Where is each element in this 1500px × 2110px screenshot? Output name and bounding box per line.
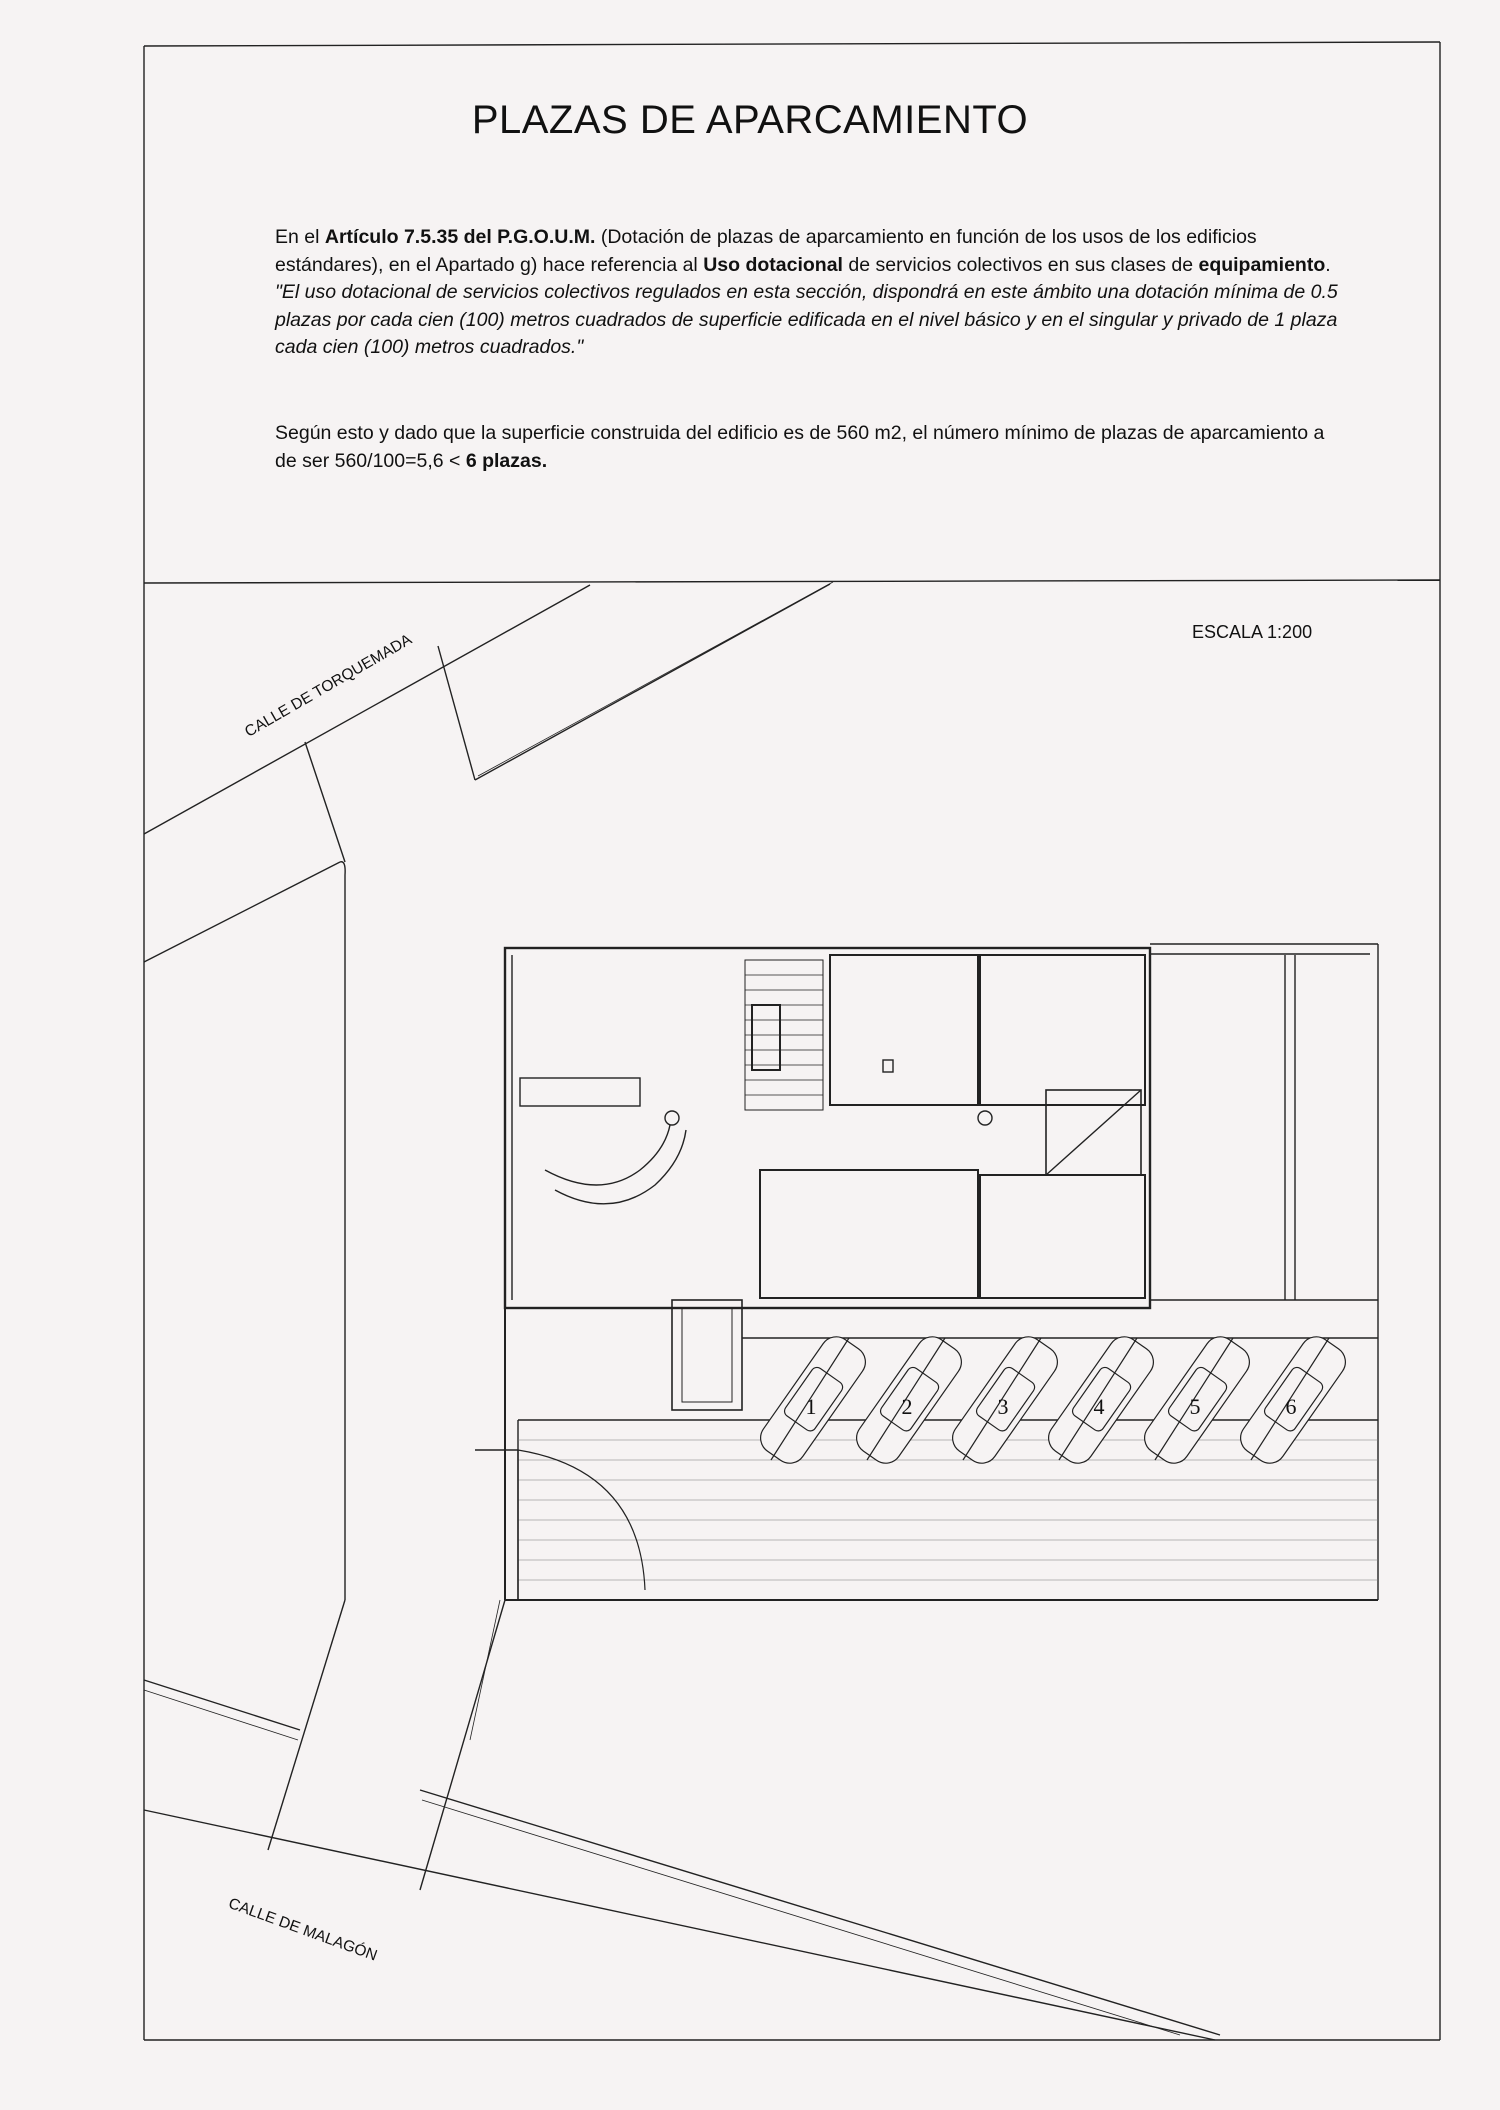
scale-label: ESCALA 1:200: [1192, 622, 1313, 642]
paving-grid: [518, 1440, 1378, 1580]
counter-curve: [555, 1130, 686, 1204]
intro-text: de servicios colectivos en sus clases de: [842, 253, 1199, 276]
street-line: [478, 582, 833, 776]
parking-space-number: 2: [901, 1394, 913, 1419]
street-line: [422, 1800, 1180, 2035]
conclusion-text: Según esto y dado que la superficie construida del edificio es de 560 m2, el número mínimo de plazas de aparcamiento a de ser 560/100=5,6 <: [275, 422, 1325, 472]
entrance-shaft-inner: [682, 1308, 732, 1402]
conclusion-paragraph: [275, 420, 1345, 475]
street-line: [144, 1680, 300, 1730]
frame-top-line: [144, 42, 1440, 46]
text-plan-divider: [144, 580, 1440, 583]
street-line: [420, 1790, 1220, 2035]
column: [978, 1111, 992, 1125]
street-line: [144, 1690, 298, 1740]
use-type: Uso dotacional: [703, 253, 843, 276]
building-outline: [505, 948, 1150, 1308]
intro-text: En el: [275, 226, 325, 248]
parking-space-number: 5: [1189, 1394, 1201, 1419]
street-line: [268, 1600, 345, 1850]
parking-space-number: 3: [997, 1394, 1009, 1419]
regulation-quote: "El uso dotacional de servicios colectivos regulados en esta sección, dispondrá en este ámbito una dotación mínima de 0.5 plazas por cada cien (100) metros cuadrados de superficie edificada en el nivel básico y en el singular y privado de 1 plaza cada cien (100) metros cuadrados.": [275, 281, 1338, 358]
article-reference: Artículo 7.5.35 del P.G.O.U.M.: [324, 226, 596, 248]
street-label-bottom: CALLE DE MALAGÓN: [226, 1895, 380, 1965]
counter-curve: [545, 1125, 670, 1185]
intro-text: (Dotación de plazas de aparcamiento en función de los usos de los edificios estándares), en el Apartado g) hace referencia al: [275, 226, 1257, 276]
street-line: [475, 584, 830, 780]
counter: [520, 1078, 640, 1106]
street-label-top: CALLE DE TORQUEMADA: [242, 631, 415, 741]
street-curb: [340, 862, 345, 1220]
wall: [1046, 1090, 1141, 1175]
parking-space-number: 6: [1285, 1394, 1297, 1419]
street-line: [470, 1600, 500, 1740]
street-line: [438, 646, 475, 780]
room: [980, 1175, 1145, 1298]
room: [830, 955, 978, 1105]
parking-space-number: 1: [805, 1394, 817, 1419]
column: [883, 1060, 893, 1072]
street-line: [420, 1600, 505, 1890]
page-title: PLAZAS DE APARCAMIENTO: [471, 98, 1029, 142]
room: [760, 1170, 978, 1298]
street-line: [144, 862, 340, 962]
stair-core: [752, 1005, 780, 1070]
parking-space-number: 4: [1093, 1394, 1105, 1419]
intro-paragraph: [275, 224, 1345, 362]
room: [980, 955, 1145, 1105]
street-line: [144, 585, 590, 834]
intro-text: .: [1325, 253, 1331, 276]
column: [665, 1111, 679, 1125]
conclusion-result: 6 plazas.: [465, 449, 548, 472]
street-line: [305, 742, 345, 862]
class-type: equipamiento: [1198, 253, 1326, 276]
